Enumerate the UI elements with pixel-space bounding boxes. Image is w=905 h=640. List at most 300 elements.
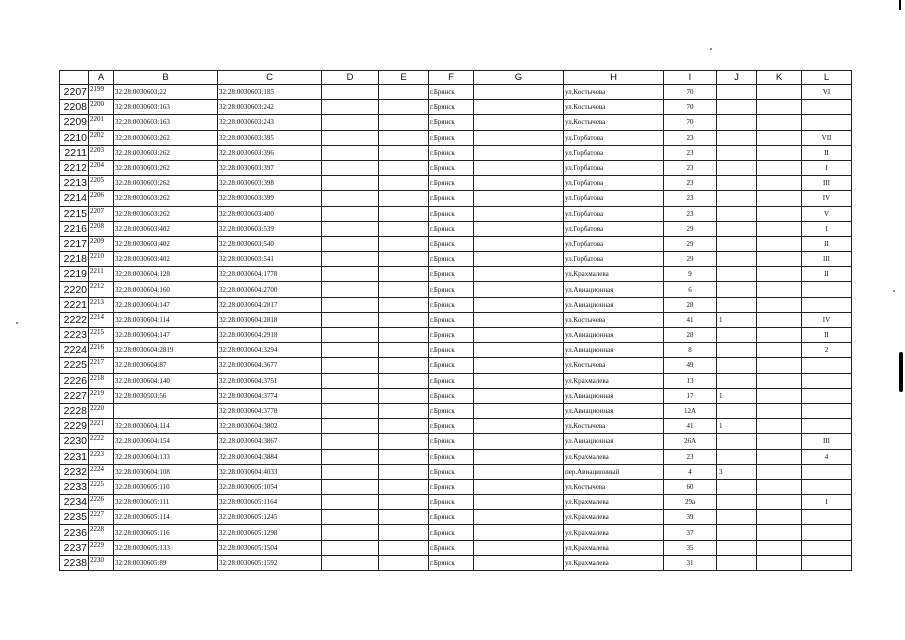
cell-j[interactable]	[717, 434, 757, 449]
cell-d[interactable]	[322, 160, 379, 175]
cell-j[interactable]	[717, 525, 757, 540]
cell-c[interactable]: 32:28:0030604:2700	[218, 282, 322, 297]
cell-b[interactable]: 32:28:0030605:133	[114, 540, 218, 555]
cell-b[interactable]	[114, 403, 218, 418]
column-header-a[interactable]: A	[89, 71, 114, 85]
cell-e[interactable]	[379, 221, 429, 236]
row-number-cell[interactable]: 2226	[60, 373, 89, 388]
row-number-cell[interactable]: 2233	[60, 479, 89, 494]
row-number-cell[interactable]: 2210	[60, 130, 89, 145]
cell-l[interactable]	[802, 297, 852, 312]
cell-d[interactable]	[322, 358, 379, 373]
cell-j[interactable]	[717, 449, 757, 464]
cell-h[interactable]: ул.Горбатова	[564, 160, 664, 175]
cell-a[interactable]: 2200	[89, 100, 114, 115]
cell-e[interactable]	[379, 388, 429, 403]
cell-d[interactable]	[322, 130, 379, 145]
cell-e[interactable]	[379, 160, 429, 175]
cell-d[interactable]	[322, 328, 379, 343]
cell-k[interactable]	[757, 100, 802, 115]
cell-j[interactable]	[717, 100, 757, 115]
cell-i[interactable]: 26А	[664, 434, 717, 449]
cell-h[interactable]: ул.Крахмалева	[564, 555, 664, 570]
cell-f[interactable]: г.Брянск	[429, 388, 474, 403]
cell-k[interactable]	[757, 297, 802, 312]
row-number-cell[interactable]: 2208	[60, 100, 89, 115]
cell-e[interactable]	[379, 297, 429, 312]
cell-a[interactable]: 2219	[89, 388, 114, 403]
cell-g[interactable]	[474, 145, 564, 160]
cell-i[interactable]: 70	[664, 100, 717, 115]
cell-i[interactable]: 12А	[664, 403, 717, 418]
cell-b[interactable]: 32:28:0030603:22	[114, 85, 218, 100]
cell-e[interactable]	[379, 495, 429, 510]
column-header-c[interactable]: C	[218, 71, 322, 85]
cell-g[interactable]	[474, 328, 564, 343]
cell-g[interactable]	[474, 358, 564, 373]
cell-f[interactable]: г.Брянск	[429, 540, 474, 555]
cell-f[interactable]: г.Брянск	[429, 85, 474, 100]
cell-k[interactable]	[757, 130, 802, 145]
cell-j[interactable]	[717, 252, 757, 267]
cell-c[interactable]: 32:28:0030604:2918	[218, 328, 322, 343]
cell-k[interactable]	[757, 510, 802, 525]
cell-b[interactable]: 32:28:0030603:262	[114, 176, 218, 191]
cell-k[interactable]	[757, 191, 802, 206]
cell-e[interactable]	[379, 206, 429, 221]
cell-g[interactable]	[474, 130, 564, 145]
cell-c[interactable]: 32:28:0030604:3751	[218, 373, 322, 388]
cell-j[interactable]	[717, 191, 757, 206]
cell-h[interactable]: ул.Крахмалева	[564, 267, 664, 282]
cell-a[interactable]: 2204	[89, 160, 114, 175]
cell-c[interactable]: 32:28:0030605:1245	[218, 510, 322, 525]
cell-i[interactable]: 39	[664, 510, 717, 525]
cell-f[interactable]: г.Брянск	[429, 130, 474, 145]
cell-a[interactable]: 2221	[89, 419, 114, 434]
column-header-b[interactable]: B	[114, 71, 218, 85]
cell-a[interactable]: 2212	[89, 282, 114, 297]
cell-j[interactable]	[717, 145, 757, 160]
cell-j[interactable]	[717, 328, 757, 343]
cell-e[interactable]	[379, 85, 429, 100]
cell-h[interactable]: ул.Костычева	[564, 419, 664, 434]
column-header-k[interactable]: K	[757, 71, 802, 85]
cell-b[interactable]: 32:28:0030605:114	[114, 510, 218, 525]
cell-l[interactable]: VII	[802, 130, 852, 145]
cell-k[interactable]	[757, 221, 802, 236]
cell-k[interactable]	[757, 540, 802, 555]
cell-c[interactable]: 32:28:0030603:400	[218, 206, 322, 221]
cell-l[interactable]	[802, 555, 852, 570]
cell-d[interactable]	[322, 495, 379, 510]
cell-g[interactable]	[474, 85, 564, 100]
cell-j[interactable]	[717, 115, 757, 130]
cell-b[interactable]: 32:28:0030604:154	[114, 434, 218, 449]
cell-c[interactable]: 32:28:0030605:1592	[218, 555, 322, 570]
cell-l[interactable]	[802, 464, 852, 479]
cell-a[interactable]: 2230	[89, 555, 114, 570]
row-number-cell[interactable]: 2211	[60, 145, 89, 160]
cell-g[interactable]	[474, 115, 564, 130]
cell-i[interactable]: 41	[664, 312, 717, 327]
cell-f[interactable]: г.Брянск	[429, 312, 474, 327]
cell-k[interactable]	[757, 328, 802, 343]
cell-g[interactable]	[474, 434, 564, 449]
cell-i[interactable]: 37	[664, 525, 717, 540]
row-number-cell[interactable]: 2214	[60, 191, 89, 206]
row-number-cell[interactable]: 2228	[60, 403, 89, 418]
cell-e[interactable]	[379, 115, 429, 130]
cell-l[interactable]: IV	[802, 191, 852, 206]
cell-k[interactable]	[757, 403, 802, 418]
cell-b[interactable]: 32:28:0030603:262	[114, 191, 218, 206]
cell-a[interactable]: 2225	[89, 479, 114, 494]
cell-b[interactable]: 32:28:0030604:114	[114, 419, 218, 434]
cell-l[interactable]: 2	[802, 343, 852, 358]
cell-e[interactable]	[379, 449, 429, 464]
row-number-cell[interactable]: 2222	[60, 312, 89, 327]
cell-a[interactable]: 2201	[89, 115, 114, 130]
cell-a[interactable]: 2211	[89, 267, 114, 282]
cell-a[interactable]: 2213	[89, 297, 114, 312]
cell-g[interactable]	[474, 176, 564, 191]
cell-l[interactable]	[802, 510, 852, 525]
cell-h[interactable]: ул.Горбатова	[564, 176, 664, 191]
cell-a[interactable]: 2205	[89, 176, 114, 191]
cell-c[interactable]: 32:28:0030605:1164	[218, 495, 322, 510]
cell-i[interactable]: 23	[664, 449, 717, 464]
cell-a[interactable]: 2206	[89, 191, 114, 206]
cell-j[interactable]	[717, 236, 757, 251]
cell-b[interactable]: 32:28:0030603:402	[114, 252, 218, 267]
cell-j[interactable]	[717, 358, 757, 373]
cell-g[interactable]	[474, 191, 564, 206]
cell-e[interactable]	[379, 464, 429, 479]
cell-f[interactable]: г.Брянск	[429, 464, 474, 479]
cell-g[interactable]	[474, 236, 564, 251]
row-number-cell[interactable]: 2224	[60, 343, 89, 358]
cell-d[interactable]	[322, 525, 379, 540]
cell-b[interactable]: 32:28:0030605:89	[114, 555, 218, 570]
cell-e[interactable]	[379, 419, 429, 434]
cell-b[interactable]: 32:28:0030605:111	[114, 495, 218, 510]
cell-h[interactable]: ул.Костычева	[564, 115, 664, 130]
cell-l[interactable]: III	[802, 252, 852, 267]
cell-j[interactable]	[717, 495, 757, 510]
row-number-cell[interactable]: 2212	[60, 160, 89, 175]
cell-c[interactable]: 32:28:0030604:3884	[218, 449, 322, 464]
row-number-cell[interactable]: 2223	[60, 328, 89, 343]
cell-c[interactable]: 32:28:0030603:185	[218, 85, 322, 100]
cell-g[interactable]	[474, 267, 564, 282]
cell-f[interactable]: г.Брянск	[429, 525, 474, 540]
cell-i[interactable]: 28	[664, 328, 717, 343]
cell-k[interactable]	[757, 434, 802, 449]
cell-h[interactable]: ул.Авиационная	[564, 403, 664, 418]
cell-d[interactable]	[322, 267, 379, 282]
row-number-cell[interactable]: 2219	[60, 267, 89, 282]
cell-h[interactable]: ул.Крахмалева	[564, 449, 664, 464]
cell-f[interactable]: г.Брянск	[429, 297, 474, 312]
cell-f[interactable]: г.Брянск	[429, 403, 474, 418]
cell-a[interactable]: 2220	[89, 403, 114, 418]
cell-h[interactable]: ул.Крахмалева	[564, 525, 664, 540]
cell-l[interactable]: VI	[802, 85, 852, 100]
cell-i[interactable]: 23	[664, 160, 717, 175]
cell-g[interactable]	[474, 100, 564, 115]
cell-e[interactable]	[379, 343, 429, 358]
cell-l[interactable]	[802, 373, 852, 388]
cell-l[interactable]: III	[802, 176, 852, 191]
row-number-cell[interactable]: 2230	[60, 434, 89, 449]
cell-i[interactable]: 23	[664, 191, 717, 206]
cell-b[interactable]: 32:28:0030604:87	[114, 358, 218, 373]
cell-j[interactable]	[717, 221, 757, 236]
cell-g[interactable]	[474, 252, 564, 267]
cell-c[interactable]: 32:28:0030604:1778	[218, 267, 322, 282]
cell-a[interactable]: 2223	[89, 449, 114, 464]
row-number-cell[interactable]: 2220	[60, 282, 89, 297]
cell-e[interactable]	[379, 403, 429, 418]
cell-d[interactable]	[322, 555, 379, 570]
cell-k[interactable]	[757, 388, 802, 403]
cell-h[interactable]: ул.Костычева	[564, 479, 664, 494]
cell-c[interactable]: 32:28:0030603:396	[218, 145, 322, 160]
cell-h[interactable]: ул.Костычева	[564, 100, 664, 115]
cell-a[interactable]: 2210	[89, 252, 114, 267]
cell-h[interactable]: ул.Горбатова	[564, 221, 664, 236]
cell-i[interactable]: 4	[664, 464, 717, 479]
cell-b[interactable]: 32:28:0030604:147	[114, 328, 218, 343]
cell-f[interactable]: г.Брянск	[429, 510, 474, 525]
cell-a[interactable]: 2209	[89, 236, 114, 251]
cell-k[interactable]	[757, 252, 802, 267]
cell-f[interactable]: г.Брянск	[429, 449, 474, 464]
cell-i[interactable]: 31	[664, 555, 717, 570]
cell-d[interactable]	[322, 388, 379, 403]
cell-j[interactable]	[717, 403, 757, 418]
cell-h[interactable]: ул.Крахмалева	[564, 495, 664, 510]
row-number-cell[interactable]: 2229	[60, 419, 89, 434]
cell-c[interactable]: 32:28:0030604:3677	[218, 358, 322, 373]
cell-h[interactable]: ул.Горбатова	[564, 206, 664, 221]
cell-j[interactable]	[717, 540, 757, 555]
cell-d[interactable]	[322, 297, 379, 312]
cell-i[interactable]: 29а	[664, 495, 717, 510]
cell-i[interactable]: 29	[664, 236, 717, 251]
cell-b[interactable]: 32:28:0030603:163	[114, 115, 218, 130]
cell-c[interactable]: 32:28:0030604:3867	[218, 434, 322, 449]
cell-l[interactable]	[802, 282, 852, 297]
cell-d[interactable]	[322, 403, 379, 418]
cell-a[interactable]: 2227	[89, 510, 114, 525]
cell-l[interactable]	[802, 540, 852, 555]
cell-d[interactable]	[322, 282, 379, 297]
cell-f[interactable]: г.Брянск	[429, 282, 474, 297]
cell-c[interactable]: 32:28:0030604:2818	[218, 312, 322, 327]
row-number-cell[interactable]: 2227	[60, 388, 89, 403]
cell-a[interactable]: 2222	[89, 434, 114, 449]
cell-k[interactable]	[757, 449, 802, 464]
row-number-cell[interactable]: 2209	[60, 115, 89, 130]
cell-c[interactable]: 32:28:0030604:3774	[218, 388, 322, 403]
cell-e[interactable]	[379, 191, 429, 206]
cell-f[interactable]: г.Брянск	[429, 252, 474, 267]
cell-c[interactable]: 32:28:0030603:243	[218, 115, 322, 130]
cell-g[interactable]	[474, 160, 564, 175]
cell-a[interactable]: 2208	[89, 221, 114, 236]
cell-l[interactable]: V	[802, 206, 852, 221]
cell-k[interactable]	[757, 206, 802, 221]
cell-c[interactable]: 32:28:0030603:399	[218, 191, 322, 206]
cell-e[interactable]	[379, 252, 429, 267]
cell-f[interactable]: г.Брянск	[429, 267, 474, 282]
cell-k[interactable]	[757, 373, 802, 388]
cell-f[interactable]: г.Брянск	[429, 358, 474, 373]
cell-d[interactable]	[322, 479, 379, 494]
cell-e[interactable]	[379, 267, 429, 282]
row-number-cell[interactable]: 2237	[60, 540, 89, 555]
cell-c[interactable]: 32:28:0030603:395	[218, 130, 322, 145]
cell-h[interactable]: ул.Горбатова	[564, 252, 664, 267]
cell-j[interactable]	[717, 160, 757, 175]
cell-g[interactable]	[474, 373, 564, 388]
cell-l[interactable]: II	[802, 145, 852, 160]
cell-g[interactable]	[474, 206, 564, 221]
cell-g[interactable]	[474, 479, 564, 494]
cell-e[interactable]	[379, 434, 429, 449]
cell-j[interactable]	[717, 85, 757, 100]
cell-l[interactable]: II	[802, 328, 852, 343]
cell-a[interactable]: 2228	[89, 525, 114, 540]
cell-j[interactable]	[717, 130, 757, 145]
cell-l[interactable]: II	[802, 236, 852, 251]
cell-h[interactable]: ул.Крахмалева	[564, 373, 664, 388]
column-header-i[interactable]: I	[664, 71, 717, 85]
cell-i[interactable]: 23	[664, 176, 717, 191]
cell-c[interactable]: 32:28:0030603:539	[218, 221, 322, 236]
cell-b[interactable]: 32:28:0030604:108	[114, 464, 218, 479]
row-number-cell[interactable]: 2236	[60, 525, 89, 540]
cell-l[interactable]	[802, 115, 852, 130]
cell-d[interactable]	[322, 373, 379, 388]
row-number-cell[interactable]: 2217	[60, 236, 89, 251]
cell-a[interactable]: 2229	[89, 540, 114, 555]
cell-j[interactable]: 1	[717, 388, 757, 403]
cell-c[interactable]: 32:28:0030603:540	[218, 236, 322, 251]
column-header-l[interactable]: L	[802, 71, 852, 85]
cell-e[interactable]	[379, 525, 429, 540]
cell-f[interactable]: г.Брянск	[429, 328, 474, 343]
cell-i[interactable]: 23	[664, 145, 717, 160]
cell-d[interactable]	[322, 464, 379, 479]
cell-a[interactable]: 2214	[89, 312, 114, 327]
cell-d[interactable]	[322, 176, 379, 191]
cell-h[interactable]: ул.Горбатова	[564, 191, 664, 206]
cell-d[interactable]	[322, 206, 379, 221]
cell-h[interactable]: ул.Авиационная	[564, 328, 664, 343]
cell-i[interactable]: 29	[664, 252, 717, 267]
cell-h[interactable]: ул.Авиационная	[564, 434, 664, 449]
cell-l[interactable]	[802, 388, 852, 403]
cell-f[interactable]: г.Брянск	[429, 236, 474, 251]
cell-k[interactable]	[757, 343, 802, 358]
cell-c[interactable]: 32:28:0030604:2817	[218, 297, 322, 312]
cell-h[interactable]: ул.Горбатова	[564, 236, 664, 251]
cell-f[interactable]: г.Брянск	[429, 191, 474, 206]
cell-f[interactable]: г.Брянск	[429, 145, 474, 160]
cell-g[interactable]	[474, 525, 564, 540]
cell-c[interactable]: 32:28:0030604:3294	[218, 343, 322, 358]
cell-k[interactable]	[757, 464, 802, 479]
cell-k[interactable]	[757, 555, 802, 570]
cell-e[interactable]	[379, 282, 429, 297]
cell-a[interactable]: 2217	[89, 358, 114, 373]
cell-d[interactable]	[322, 115, 379, 130]
row-number-cell[interactable]: 2225	[60, 358, 89, 373]
cell-d[interactable]	[322, 145, 379, 160]
cell-d[interactable]	[322, 343, 379, 358]
cell-d[interactable]	[322, 236, 379, 251]
cell-l[interactable]: II	[802, 267, 852, 282]
cell-d[interactable]	[322, 100, 379, 115]
cell-i[interactable]: 13	[664, 373, 717, 388]
cell-c[interactable]: 32:28:0030605:1054	[218, 479, 322, 494]
cell-h[interactable]: ул.Авиационная	[564, 388, 664, 403]
cell-h[interactable]: ул.Горбатова	[564, 130, 664, 145]
column-header-e[interactable]: E	[379, 71, 429, 85]
cell-i[interactable]: 35	[664, 540, 717, 555]
row-number-cell[interactable]: 2235	[60, 510, 89, 525]
cell-c[interactable]: 32:28:0030603:397	[218, 160, 322, 175]
cell-b[interactable]: 32:28:0030604:114	[114, 312, 218, 327]
row-number-cell[interactable]: 2221	[60, 297, 89, 312]
cell-f[interactable]: г.Брянск	[429, 479, 474, 494]
cell-d[interactable]	[322, 252, 379, 267]
cell-k[interactable]	[757, 176, 802, 191]
cell-b[interactable]: 32:28:0030604:133	[114, 449, 218, 464]
cell-b[interactable]: 32:28:0030604:128	[114, 267, 218, 282]
cell-f[interactable]: г.Брянск	[429, 206, 474, 221]
cell-h[interactable]: ул.Костычева	[564, 85, 664, 100]
cell-g[interactable]	[474, 282, 564, 297]
cell-f[interactable]: г.Брянск	[429, 434, 474, 449]
cell-l[interactable]	[802, 403, 852, 418]
cell-l[interactable]	[802, 525, 852, 540]
cell-b[interactable]: 32:28:0030604:160	[114, 282, 218, 297]
cell-e[interactable]	[379, 510, 429, 525]
cell-a[interactable]: 2224	[89, 464, 114, 479]
cell-k[interactable]	[757, 85, 802, 100]
row-number-cell[interactable]: 2207	[60, 85, 89, 100]
cell-a[interactable]: 2207	[89, 206, 114, 221]
cell-l[interactable]	[802, 358, 852, 373]
cell-i[interactable]: 9	[664, 267, 717, 282]
cell-g[interactable]	[474, 555, 564, 570]
cell-e[interactable]	[379, 479, 429, 494]
cell-k[interactable]	[757, 479, 802, 494]
cell-f[interactable]: г.Брянск	[429, 495, 474, 510]
cell-k[interactable]	[757, 525, 802, 540]
cell-h[interactable]: ул.Костычева	[564, 358, 664, 373]
column-header-d[interactable]: D	[322, 71, 379, 85]
cell-a[interactable]: 2226	[89, 495, 114, 510]
cell-j[interactable]	[717, 176, 757, 191]
cell-e[interactable]	[379, 555, 429, 570]
column-header-f[interactable]: F	[429, 71, 474, 85]
cell-g[interactable]	[474, 495, 564, 510]
